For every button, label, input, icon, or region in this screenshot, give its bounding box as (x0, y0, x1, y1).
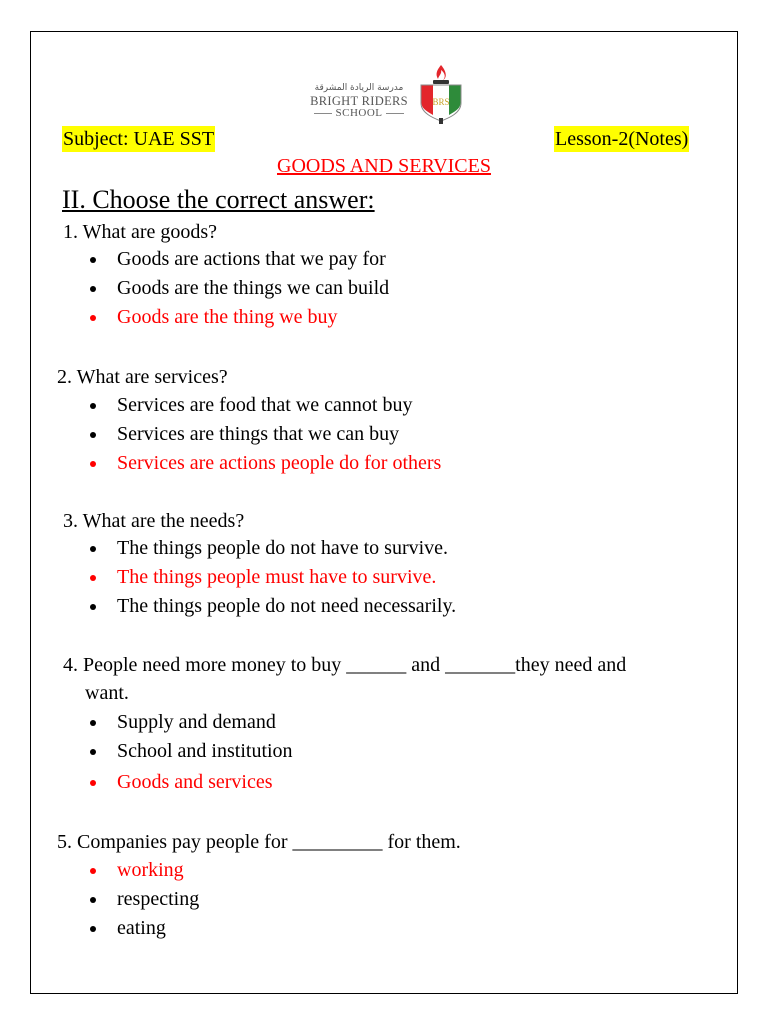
options-list-2 (90, 391, 441, 478)
options-list-3 (90, 534, 456, 621)
question-4-continuation: want. (85, 682, 129, 704)
question-1: 1. What are goods? (63, 221, 218, 243)
torch-emblem-icon (419, 63, 463, 125)
option: Supply and demand (90, 708, 293, 737)
question-5: 5. Companies pay people for _________ for them. (57, 831, 461, 853)
correct-answer-option: Services are actions people do for others (90, 449, 441, 478)
logo-name-line1: BRIGHT RIDERS (310, 94, 408, 108)
logo-name-line2: SCHOOL (303, 107, 415, 119)
question-4: 4. People need more money to buy ______ and _______they need and (63, 654, 627, 676)
correct-answer-option: working (90, 856, 199, 885)
document-title: GOODS AND SERVICES (277, 155, 491, 177)
question-2: 2. What are services? (57, 366, 228, 388)
options-list-4 (90, 708, 293, 797)
option: Goods are the things we can build (90, 274, 389, 303)
section-heading: II. Choose the correct answer: (62, 185, 375, 214)
lesson-label: Lesson-2(Notes) (555, 128, 689, 150)
options-list-1 (90, 245, 389, 332)
option: Services are things that we can buy (90, 420, 441, 449)
option: respecting (90, 885, 199, 914)
option: eating (90, 914, 199, 943)
logo-arabic-name: مدرسة الريادة المشرقة (314, 83, 404, 93)
options-list-5 (90, 856, 199, 943)
svg-text:BRS: BRS (432, 97, 450, 107)
option: The things people do not have to survive. (90, 534, 456, 563)
option: Goods are actions that we pay for (90, 245, 389, 274)
school-logo (303, 63, 461, 125)
question-3: 3. What are the needs? (63, 510, 245, 532)
correct-answer-option: Goods and services (90, 768, 293, 797)
subject-label: Subject: UAE SST (63, 128, 215, 150)
option: School and institution (90, 737, 293, 766)
correct-answer-option: Goods are the thing we buy (90, 303, 389, 332)
option: Services are food that we cannot buy (90, 391, 441, 420)
correct-answer-option: The things people must have to survive. (90, 563, 456, 592)
option: The things people do not need necessarily. (90, 592, 456, 621)
